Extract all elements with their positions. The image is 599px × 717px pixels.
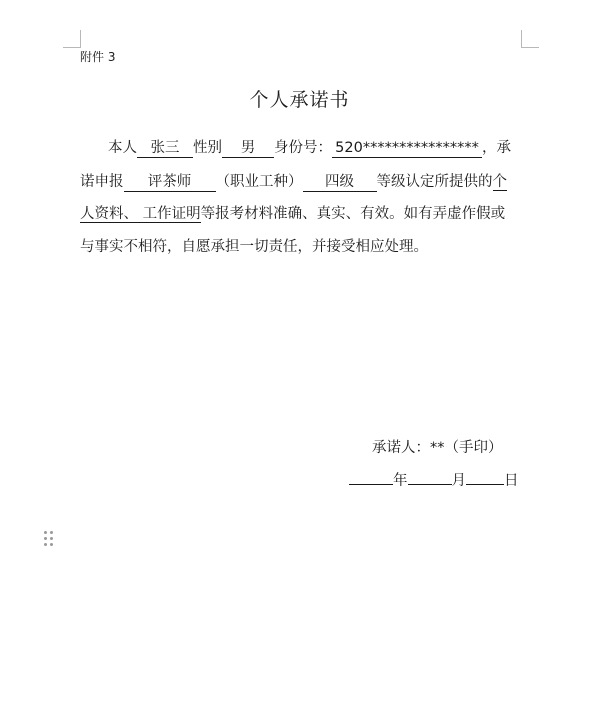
annex-label: 附件 3: [80, 50, 116, 64]
day-label: 日: [504, 473, 519, 489]
gender-label: 性别: [193, 140, 222, 156]
document-title: 个人承诺书: [249, 89, 350, 111]
level-field: 四级: [303, 174, 377, 192]
drag-handle-icon[interactable]: [44, 531, 54, 547]
gender-field: 男: [222, 140, 274, 158]
line-3-text: 等报考材料准确、真实、有效。如有弄虚作假或: [200, 206, 506, 222]
self-label: 本人: [108, 140, 137, 156]
name-field: 张三: [137, 140, 193, 158]
signer-value: **（手印）: [430, 440, 503, 456]
year-label: 年: [393, 473, 408, 489]
year-blank: [349, 484, 393, 485]
crop-mark-top-right: [521, 30, 539, 48]
body-line-4: [80, 237, 428, 257]
materials-field-part-1: 个: [492, 174, 507, 190]
id-number-field: 520****************: [332, 140, 482, 158]
body-line-1: [80, 138, 511, 158]
date-line: [349, 471, 519, 491]
line-4-text: 与事实不相符，自愿承担一切责任，并接受相应处理。: [80, 239, 428, 255]
occupation-note: （职业工种）: [215, 174, 303, 190]
month-blank: [408, 484, 452, 485]
materials-field-part-2: 人资料、 工作证明: [80, 206, 201, 222]
id-label: 身份号：: [274, 140, 332, 156]
crop-mark-top-left: [63, 30, 81, 48]
line-1-tail: ，承: [482, 140, 511, 156]
month-label: 月: [451, 473, 466, 489]
body-line-2: [80, 172, 507, 192]
apply-label: 诺申报: [80, 174, 124, 190]
body-line-3: [80, 204, 505, 224]
occupation-field: 评茶师: [124, 174, 216, 192]
day-blank: [466, 484, 504, 485]
signer-label: 承诺人：: [372, 440, 430, 456]
signature-line: [372, 438, 503, 458]
level-suffix: 等级认定所提供的: [376, 174, 493, 190]
